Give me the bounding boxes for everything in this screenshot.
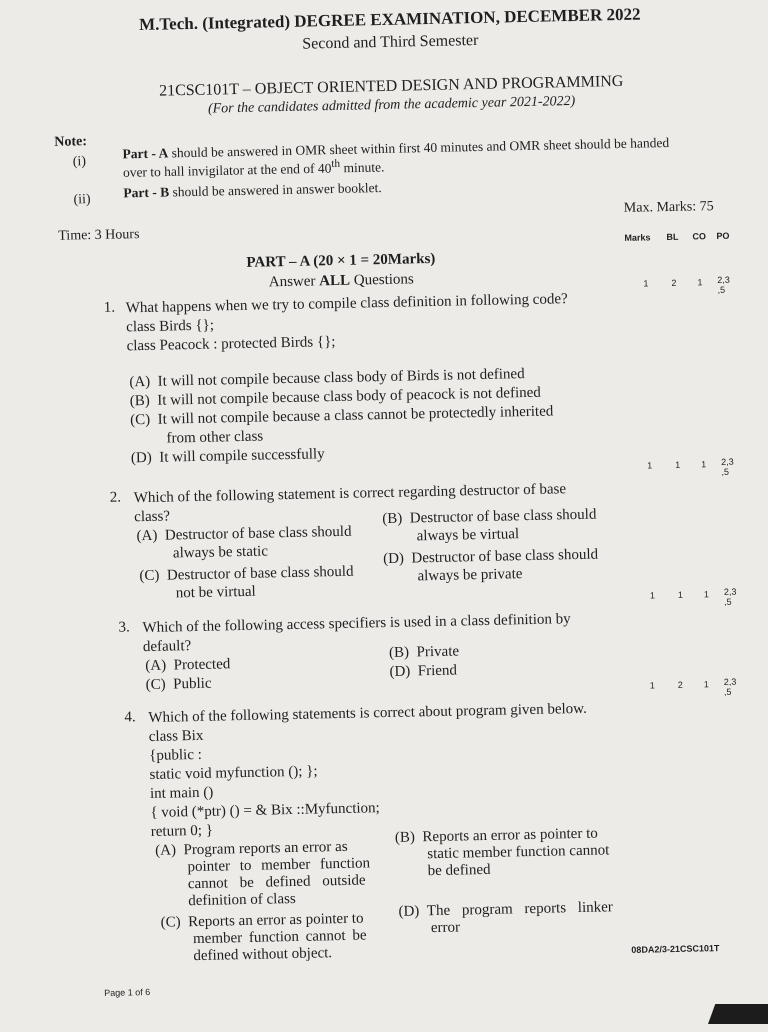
instr-bold: ALL — [319, 272, 351, 290]
question-text — [142, 610, 571, 657]
option-c — [139, 563, 354, 603]
po-line: 2,3 — [723, 586, 737, 597]
option-label: (A) — [145, 657, 167, 675]
instr-post: Questions — [349, 271, 414, 289]
option-label: (D) — [130, 449, 152, 467]
code-line: class Bix — [148, 727, 204, 745]
code-line: {public : — [149, 746, 202, 764]
options-left — [145, 655, 231, 695]
option-text: It will compile successfully — [159, 446, 325, 466]
note-num-2: (ii) — [73, 192, 91, 208]
time-label: Time: 3 Hours — [58, 227, 140, 244]
part-a-title: PART – A (20 × 1 = 20Marks) — [246, 250, 436, 271]
page-number: Page 1 of 6 — [104, 987, 151, 998]
option-label: (A) — [155, 842, 177, 859]
options-right — [389, 642, 460, 681]
exam-title: DEGREE EXAMINATION, DECEMBER 2022 — [294, 4, 641, 31]
option-a — [145, 655, 230, 676]
po-line: 2,3 — [723, 676, 737, 687]
bl-value: 2 — [677, 679, 683, 690]
note-item-1-text: should be answered in OMR sheet within first 40 minutes and OMR sheet should be handed — [168, 134, 670, 161]
marks-value: 1 — [649, 680, 655, 691]
option-b — [382, 506, 597, 546]
question-number: 4. — [124, 709, 136, 726]
option-text: It will not compile because a class cannot be protectedly inherited — [157, 403, 554, 428]
option-text: Public — [173, 675, 212, 693]
option-text: The program reports linker — [426, 899, 614, 920]
question-text-line: class Birds {}; — [126, 317, 215, 336]
note-item-2 — [123, 180, 382, 201]
option-label: (B) — [129, 392, 150, 410]
note-num-1: (i) — [72, 154, 87, 170]
exam-prefix: M.Tech. (Integrated) — [138, 11, 295, 35]
co-value: 1 — [697, 277, 703, 288]
paper-code: 08DA2/3-21CSC101T — [631, 943, 720, 955]
option-c — [146, 674, 231, 695]
option-label: (C) — [139, 567, 160, 585]
note-item-2-text: should be answered in answer booklet. — [168, 180, 382, 200]
code-line: static void myfunction (); }; — [149, 763, 318, 783]
col-header-po: PO — [716, 230, 730, 241]
option-label: (C) — [130, 411, 151, 429]
course-title: 21CSC101T – OBJECT ORIENTED DESIGN AND PROGRAMMING — [158, 72, 624, 100]
option-b — [389, 642, 459, 662]
option-label: (C) — [160, 914, 181, 931]
question-text-line: Which of the following statements is correct about program given below. — [148, 700, 587, 726]
option-label: (A) — [129, 373, 151, 391]
option-d — [398, 899, 613, 937]
co-value: 1 — [703, 589, 710, 600]
admitted-note: (For the candidates admitted from the academic year 2021-2022) — [207, 93, 576, 117]
question-number: 3. — [118, 619, 130, 636]
po-value — [721, 457, 734, 477]
option-text: Protected — [173, 656, 231, 674]
part-a-instructions — [269, 271, 414, 291]
option-text-cont: pointer to member function — [187, 855, 371, 876]
po-line: ,5 — [717, 284, 726, 295]
exam-heading — [139, 5, 641, 35]
marks-value: 1 — [649, 590, 656, 601]
options-list — [129, 364, 554, 468]
note-item-1-text2: over to hall invigilator at the end of 40 — [122, 160, 332, 180]
code-line: { void (*ptr) () = & Bix ::Myfunction; — [150, 800, 380, 821]
question-text — [126, 290, 569, 356]
question-text-line: default? — [142, 638, 192, 656]
option-text-cont: always be private — [417, 566, 523, 585]
corner-shadow — [708, 1004, 768, 1024]
po-line: ,5 — [723, 686, 732, 697]
option-text-cont: be defined — [427, 861, 491, 880]
note-item-1-bold: Part - A — [122, 145, 169, 162]
option-b — [395, 825, 610, 880]
note-item-1 — [122, 135, 669, 181]
option-c — [161, 910, 368, 965]
option-text: Destructor of base class should — [409, 506, 597, 527]
option-text: Destructor of base class should — [166, 563, 354, 584]
option-text-cont: definition of class — [188, 890, 296, 910]
option-text: Friend — [417, 662, 458, 680]
po-line: 2,3 — [717, 274, 730, 285]
option-text: Private — [416, 643, 460, 661]
option-text: Destructor of base class should — [411, 546, 599, 567]
option-label: (B) — [388, 644, 410, 661]
bl-value: 2 — [671, 277, 677, 288]
bl-value: 1 — [675, 459, 681, 470]
question-text-line: class Peacock : protected Birds {}; — [126, 334, 336, 355]
option-text: It will not compile because class body of peacock is not defined — [157, 384, 541, 409]
question-text-line: What happens when we try to compile class definition in following code? — [125, 291, 568, 317]
option-a — [155, 838, 371, 910]
option-text: It will not compile because class body of Birds is not defined — [157, 366, 525, 390]
note-item-2-bold: Part - B — [123, 184, 170, 201]
option-text-cont: defined without object. — [193, 945, 333, 965]
option-text-cont: error — [430, 919, 461, 937]
note-item-1-sup: th — [331, 157, 341, 171]
option-label: (D) — [382, 550, 405, 568]
po-value — [724, 677, 737, 697]
po-line: ,5 — [723, 596, 732, 607]
max-marks: Max. Marks: 75 — [623, 199, 714, 216]
question-text-line: Which of the following statement is correct regarding destructor of base — [133, 481, 567, 507]
col-header-bl: BL — [666, 231, 679, 243]
semester: Second and Third Semester — [302, 31, 479, 53]
po-line: ,5 — [721, 466, 729, 477]
instr-pre: Answer — [268, 273, 320, 291]
question-text-line: class? — [134, 508, 171, 526]
option-label: (A) — [136, 527, 158, 545]
option-text-cont: cannot be defined outside — [187, 872, 366, 893]
co-value: 1 — [703, 679, 709, 690]
option-text: Destructor of base class should — [164, 523, 352, 544]
bl-value: 1 — [677, 589, 684, 600]
note-label: Note: — [54, 134, 88, 150]
note-item-1-text3: minute. — [339, 159, 385, 176]
question-text-line: Which of the following access specifiers is used in a class definition by — [142, 611, 571, 637]
question-number: 1. — [103, 299, 116, 316]
po-value — [717, 275, 730, 295]
question-text — [148, 700, 589, 842]
marks-value: 1 — [643, 278, 649, 289]
option-text: Reports an error as pointer to — [188, 910, 364, 931]
option-d — [383, 546, 599, 586]
option-text-cont: always be static — [172, 543, 269, 562]
option-label: (D) — [389, 663, 411, 680]
option-text-cont: not be virtual — [175, 583, 256, 602]
option-text-cont: always be virtual — [416, 526, 520, 545]
option-d — [389, 661, 459, 681]
code-line: return 0; } — [150, 822, 214, 840]
col-header-marks: Marks — [624, 232, 651, 243]
col-header-co: CO — [692, 231, 707, 242]
option-text: Reports an error as pointer to — [422, 825, 598, 846]
option-label: (B) — [394, 829, 416, 846]
option-a — [136, 523, 352, 563]
co-value: 1 — [701, 459, 707, 470]
po-line: 2,3 — [721, 456, 734, 467]
option-text: Program reports an error as — [183, 838, 348, 859]
question-number: 2. — [109, 489, 122, 506]
option-label: (B) — [382, 510, 403, 528]
option-text-cont: static member function cannot — [427, 842, 610, 863]
po-value — [724, 587, 737, 607]
option-label: (D) — [398, 903, 420, 920]
marks-value: 1 — [647, 460, 653, 471]
option-text-cont: member function cannot be — [192, 927, 367, 948]
option-text-cont: from other class — [166, 428, 264, 447]
code-line: int main () — [149, 784, 214, 802]
option-label: (C) — [145, 676, 166, 694]
